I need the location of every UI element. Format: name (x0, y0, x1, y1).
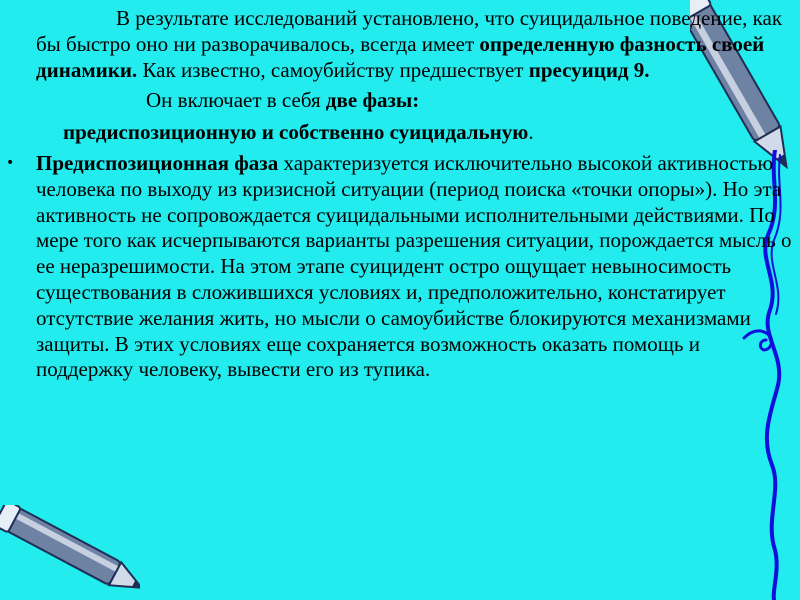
intro-text-2: Как известно, самоубийству предшествует (137, 57, 529, 82)
intro-paragraph (36, 6, 786, 83)
slide-body (6, 6, 796, 383)
intro-bold-1: определенную фазность своей динамики. (36, 31, 765, 82)
pencil-icon (0, 505, 140, 600)
predisposition-text: характеризуется исключительно высокой активностью человека по выходу из кризисной ситуации (период поиска «точки опоры»). Но эта активность не сопровождается суицидальными исполнительными действиями. По мере того как исчерпываются варианты разрешения ситуации, порождается мысль о ее неразрешимости. На этом этапе суицидент остро ощущает невыносимость существования в сложившихся условиях и, предположительно, констатирует отсутствие желания жить, но мысли о самоубийстве блокируются механизмами защиты. В этих условиях еще сохраняется возможность оказать помощь и поддержку человеку, вывести его из тупика. (36, 150, 792, 382)
predisposition-paragraph (6, 150, 796, 383)
phases-intro-line (36, 88, 796, 114)
bullet-icon: • (6, 154, 15, 171)
phases-intro-bold: две фазы: (325, 88, 420, 113)
intro-text-1: В результате исследований установлено, что суицидальное поведение, как бы быстро оно ни разворачивалось, всегда имеет (36, 6, 783, 56)
phases-list-line (36, 120, 796, 146)
predisposition-bold: Предиспозиционная фаза (36, 150, 279, 175)
phases-list-period: . (528, 120, 534, 145)
intro-bold-2: пресуицид 9. (528, 57, 650, 82)
phases-list-bold: предиспозиционную и собственно суицидальную (63, 120, 529, 145)
phases-intro-text: Он включает в себя (146, 88, 326, 113)
